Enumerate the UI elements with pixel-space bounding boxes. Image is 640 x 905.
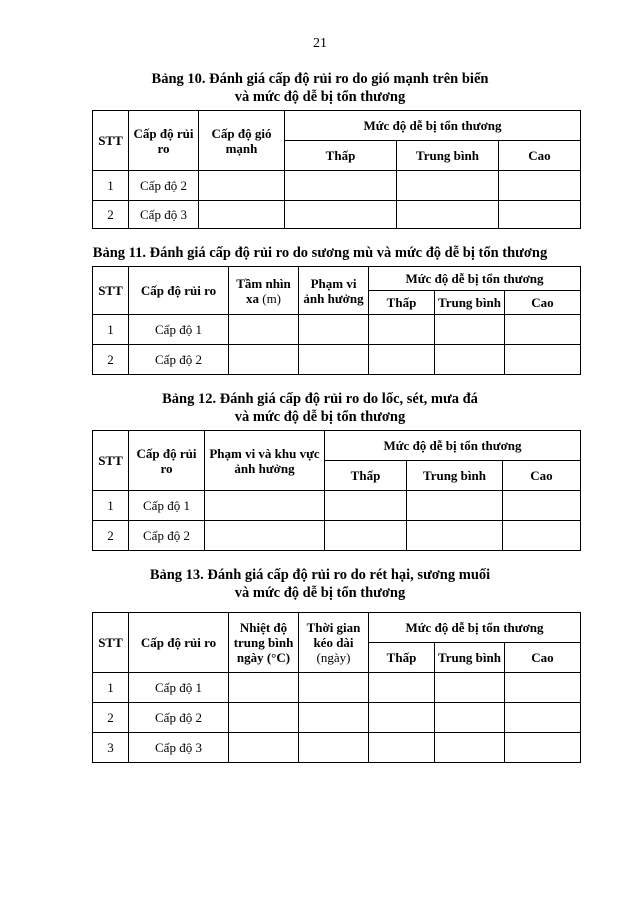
cell: [369, 673, 435, 703]
row-stt: 1: [93, 171, 129, 201]
row-level: Cấp độ 1: [129, 315, 229, 345]
page-number: 21: [313, 36, 327, 51]
col-vulnerability: Mức độ dễ bị tổn thương: [285, 111, 581, 141]
col-wind-level: Cấp độ gió mạnh: [199, 111, 285, 171]
cell: [397, 201, 499, 229]
col-risk-level: Cấp độ rủi ro: [129, 111, 199, 171]
cell: [435, 345, 505, 375]
cell: [407, 521, 503, 551]
cell: [229, 673, 299, 703]
cell: [229, 733, 299, 763]
cell: [299, 673, 369, 703]
col-low: Thấp: [325, 461, 407, 491]
row-level: Cấp độ 1: [129, 491, 205, 521]
table-row: [93, 171, 581, 201]
col-risk-level: Cấp độ rủi ro: [129, 613, 229, 673]
cell: [407, 491, 503, 521]
col-low: Thấp: [285, 141, 397, 171]
cell: [299, 703, 369, 733]
col-stt: STT: [93, 111, 129, 171]
table-row: [93, 201, 581, 229]
cell: [199, 201, 285, 229]
col-risk-level: Cấp độ rủi ro: [129, 267, 229, 315]
col-vulnerability: Mức độ dễ bị tổn thương: [369, 267, 581, 291]
cell: [205, 521, 325, 551]
cell: [435, 703, 505, 733]
cell: [505, 345, 581, 375]
table10-title: Bảng 10. Đánh giá cấp độ rủi ro do gió mạnh trên biển và mức độ dễ bị tổn thương: [151, 71, 489, 105]
row-stt: 3: [93, 733, 129, 763]
row-stt: 1: [93, 315, 129, 345]
cell: [397, 171, 499, 201]
table-row: [93, 521, 581, 551]
col-high: Cao: [505, 291, 581, 315]
cell: [499, 171, 581, 201]
table-row: [93, 315, 581, 345]
col-stt: STT: [93, 267, 129, 315]
cell: [299, 345, 369, 375]
col-high: Cao: [499, 141, 581, 171]
col-low: Thấp: [369, 643, 435, 673]
row-level: Cấp độ 3: [129, 201, 199, 229]
row-level: Cấp độ 1: [129, 673, 229, 703]
cell: [369, 315, 435, 345]
cell: [503, 491, 581, 521]
row-level: Cấp độ 2: [129, 171, 199, 201]
table13-title: Bảng 13. Đánh giá cấp độ rủi ro do rét hại, sương muối và mức độ dễ bị tổn thương: [149, 567, 491, 601]
table12: [92, 430, 581, 551]
table-row: [93, 703, 581, 733]
col-vulnerability: Mức độ dễ bị tổn thương: [369, 613, 581, 643]
table-row: [93, 733, 581, 763]
col-medium: Trung bình: [435, 643, 505, 673]
cell: [505, 703, 581, 733]
cell: [435, 315, 505, 345]
row-level: Cấp độ 3: [129, 733, 229, 763]
col-visibility: Tầm nhìn xa (m): [229, 267, 299, 315]
col-vulnerability: Mức độ dễ bị tổn thương: [325, 431, 581, 461]
table13: [92, 612, 581, 763]
col-duration: Thời gian kéo dài (ngày): [299, 613, 369, 673]
row-stt: 2: [93, 345, 129, 375]
cell: [369, 703, 435, 733]
cell: [505, 733, 581, 763]
table11-title: Bảng 11. Đánh giá cấp độ rủi ro do sương mù và mức độ dễ bị tổn thương: [92, 245, 548, 261]
cell: [505, 673, 581, 703]
cell: [285, 171, 397, 201]
row-level: Cấp độ 2: [129, 521, 205, 551]
table-row: [93, 673, 581, 703]
row-level: Cấp độ 2: [129, 345, 229, 375]
row-level: Cấp độ 2: [129, 703, 229, 733]
table-row: [93, 345, 581, 375]
row-stt: 1: [93, 491, 129, 521]
cell: [503, 521, 581, 551]
col-high: Cao: [503, 461, 581, 491]
col-temperature: Nhiệt độ trung bình ngày (°C): [229, 613, 299, 673]
row-stt: 2: [93, 703, 129, 733]
col-range-area: Phạm vi và khu vực ảnh hưởng: [205, 431, 325, 491]
col-medium: Trung bình: [435, 291, 505, 315]
row-stt: 2: [93, 521, 129, 551]
row-stt: 2: [93, 201, 129, 229]
cell: [325, 521, 407, 551]
cell: [369, 733, 435, 763]
table12-title: Bảng 12. Đánh giá cấp độ rủi ro do lốc, sét, mưa đá và mức độ dễ bị tổn thương: [162, 391, 478, 425]
col-risk-level: Cấp độ rủi ro: [129, 431, 205, 491]
col-high: Cao: [505, 643, 581, 673]
col-medium: Trung bình: [397, 141, 499, 171]
cell: [325, 491, 407, 521]
col-stt: STT: [93, 613, 129, 673]
table10: [92, 110, 581, 229]
cell: [369, 345, 435, 375]
cell: [299, 733, 369, 763]
col-range: Phạm vi ảnh hưởng: [299, 267, 369, 315]
table-row: [93, 491, 581, 521]
cell: [435, 673, 505, 703]
cell: [505, 315, 581, 345]
cell: [229, 315, 299, 345]
col-medium: Trung bình: [407, 461, 503, 491]
table11: [92, 266, 581, 375]
cell: [205, 491, 325, 521]
cell: [199, 171, 285, 201]
col-stt: STT: [93, 431, 129, 491]
row-stt: 1: [93, 673, 129, 703]
cell: [229, 703, 299, 733]
cell: [499, 201, 581, 229]
col-low: Thấp: [369, 291, 435, 315]
cell: [229, 345, 299, 375]
cell: [435, 733, 505, 763]
cell: [299, 315, 369, 345]
cell: [285, 201, 397, 229]
